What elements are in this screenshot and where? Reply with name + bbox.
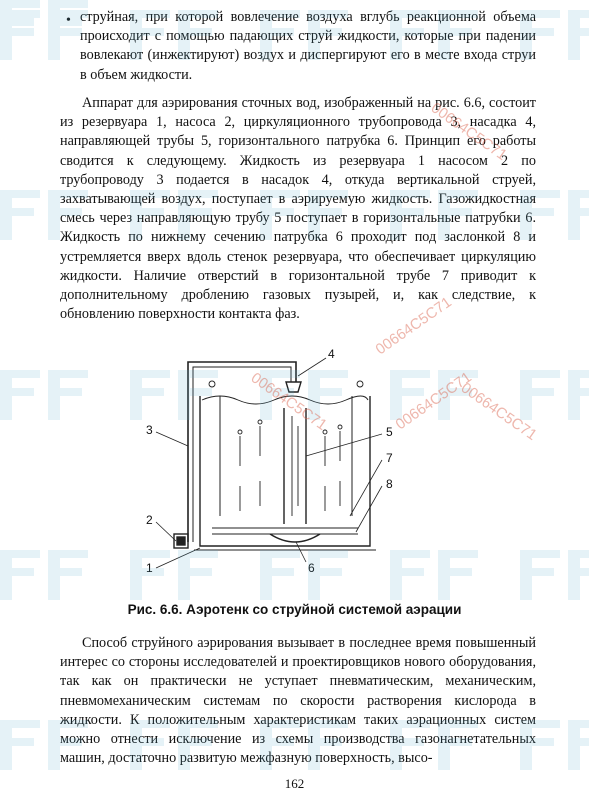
figure-label-8: 8 xyxy=(386,477,393,491)
circulation-pipe-inner xyxy=(193,367,291,542)
aerotank-figure xyxy=(120,336,500,586)
watermark-code: 00664C5C71 xyxy=(372,293,455,359)
figure-label-3: 3 xyxy=(146,423,153,437)
circulation-pipe xyxy=(188,362,296,542)
figure-label-4: 4 xyxy=(328,347,335,361)
watermark-code: 00664C5C71 xyxy=(457,379,540,444)
watermark-code: 00664C5C71 xyxy=(247,369,330,434)
nozzle xyxy=(286,382,301,392)
bullet-list-item xyxy=(60,8,536,85)
paragraph-jet-aeration: Способ струйного аэрирования вызывает в последнее время повышенный интерес со стороны исследователей и проектировщиков нового оборудования, так как он практически не уступает пневматическим, механическим, пневмомеханическим системам по скорости растворения кислорода в жидкости. К положительным характеристикам таких аэрационных систем можно отнести исключение из схемы производства газонагнетательных машин, достаточно развитую межфазную поверхность, высо- xyxy=(60,635,536,767)
figure-label-6: 6 xyxy=(308,561,315,575)
figure-label-7: 7 xyxy=(386,451,393,465)
horizontal-pipe xyxy=(212,528,358,534)
watermark-code: 00664C5C71 xyxy=(392,368,475,434)
figure-caption: Рис. 6.6. Аэротенк со струйной системой аэрации xyxy=(127,602,462,617)
horizontal-branch xyxy=(270,534,320,542)
guide-tube xyxy=(284,408,306,524)
paragraph-apparatus-description: Аппарат для аэрирования сточных вод, изображенный на рис. 6.6, состоит из резервуара 1, насоса 2, циркуляционного трубопровода 3, насадка 4, направляющей трубы 5, горизонтального патрубка 6. Принцип его работы сводится к следующему. Жидкость из резервуара 1 насосом 2 по трубопроводу 3 подается в насадок 4, откуда вертикальной струей, захватывающей воздух, поступает в аэрируемую жидкость. Газожидкостная смесь через направляющую трубу 5 поступает в горизонтальные патрубки 6. Жидкость по нижнему сечению патрубка 6 проходит под заслонкой 8 и устремляется вверх вдоль стенок резервуара, что обеспечивает циркуляцию жидкости. Наличие отверстий в горизонтальной трубе 7 приводит к дополнительному дроблению газовых пузырей, и, как следствие, к обновлению поверхности контакта фаз. xyxy=(60,95,536,323)
tank-outline xyxy=(200,396,370,546)
figure-label-2: 2 xyxy=(146,513,153,527)
figure-label-1: 1 xyxy=(146,561,153,575)
page-number: 162 xyxy=(284,776,305,791)
bullet-marker: • xyxy=(66,13,71,28)
figure-label-5: 5 xyxy=(386,425,393,439)
watermark-code: 00664C5C71 xyxy=(427,99,510,164)
bullet-text: струйная, при которой вовлечение воздуха вглубь реакционной объема происходит с помощью падающих струй жидкости, которые при падении вовлекают (инжектируют) воздух и диспергируют его в месте входа струи в объем жидкости. xyxy=(80,9,536,83)
